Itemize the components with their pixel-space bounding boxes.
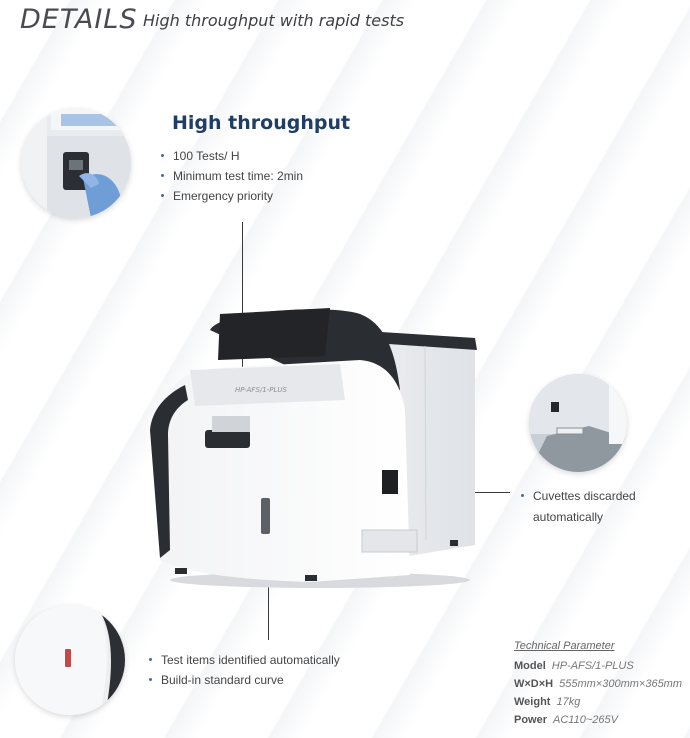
spec-value: AC110~265V xyxy=(553,714,618,726)
page-title: DETAILS xyxy=(20,4,138,35)
feature-heading: High throughput xyxy=(172,112,351,134)
cuvette-detail-photo xyxy=(529,374,627,472)
analyzer-device-image xyxy=(130,290,490,590)
spec-row-model xyxy=(514,660,634,672)
cuvette-bullet-list xyxy=(520,486,680,528)
spec-key: Model xyxy=(514,660,546,672)
bullet-item: Build-in standard curve xyxy=(148,670,340,690)
test-item-slot-photo xyxy=(15,605,125,715)
feature-bullet-list xyxy=(160,146,303,206)
spec-row-weight xyxy=(514,696,580,708)
spec-value: 17kg xyxy=(556,696,581,708)
spec-value: HP-AFS/1-PLUS xyxy=(551,660,634,672)
bullet-item: Test items identified automatically xyxy=(148,650,340,670)
spec-key: Power xyxy=(514,714,548,726)
spec-row-power xyxy=(514,714,618,726)
device-model-label: HP-AFS/1-PLUS xyxy=(235,386,287,394)
spec-heading: Technical Parameter xyxy=(514,640,615,652)
test-card-insert-photo xyxy=(21,108,131,218)
bullet-item: Emergency priority xyxy=(160,186,303,206)
spec-row-dimensions xyxy=(514,678,682,690)
spec-key: Weight xyxy=(514,696,551,708)
spec-value: 555mm×300mm×365mm xyxy=(559,678,683,690)
spec-key: W×D×H xyxy=(514,678,554,690)
page-subtitle: High throughput with rapid tests xyxy=(143,11,405,30)
identification-bullet-list xyxy=(148,650,340,690)
bullet-item: 100 Tests/ H xyxy=(160,146,303,166)
bullet-item: Cuvettes discarded automatically xyxy=(520,486,680,528)
bullet-item: Minimum test time: 2min xyxy=(160,166,303,186)
